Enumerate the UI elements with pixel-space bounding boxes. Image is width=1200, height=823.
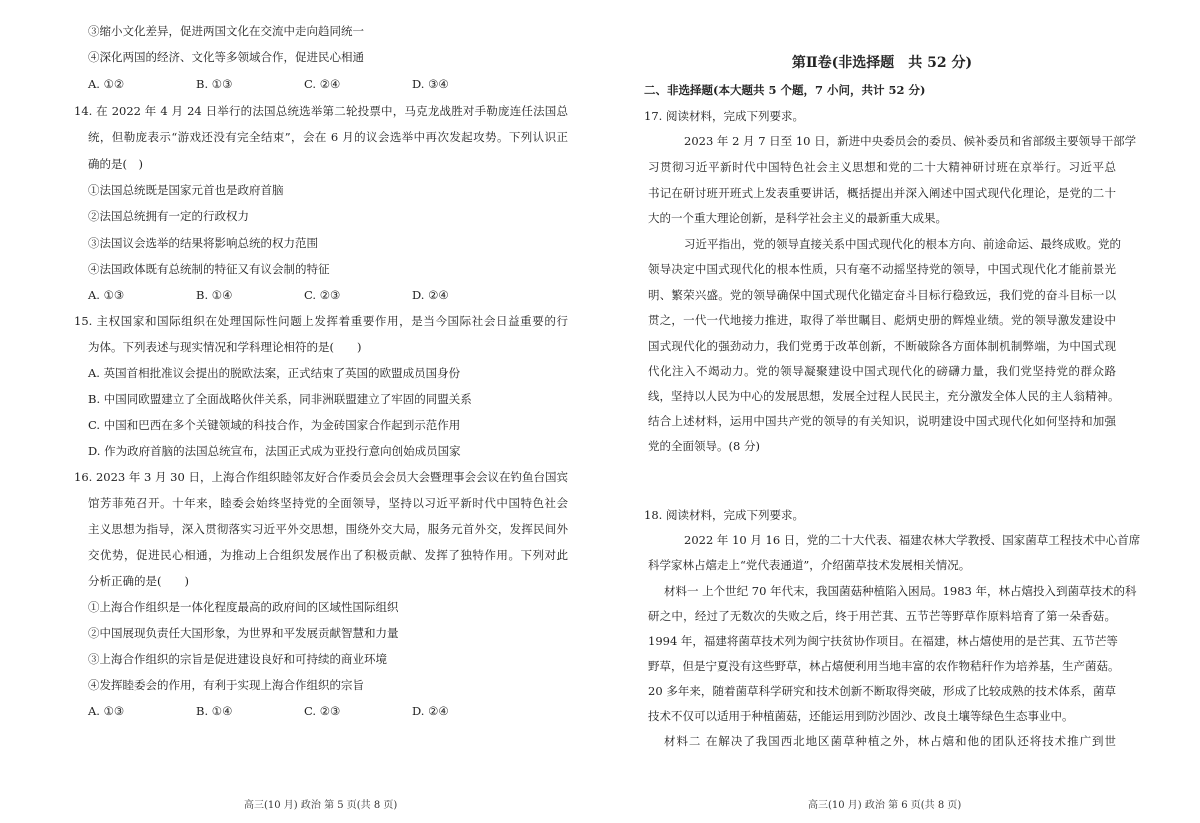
- q18-material1-line-2: 研之中，经过了无数次的失败之后，终于用芒萁、五节芒等野草作原料培育了第一朵香菇。: [648, 609, 1116, 623]
- q13-item-4: ④深化两国的经济、文化等多领域合作，促进民心相通: [88, 50, 364, 64]
- q14-choices: [88, 288, 568, 302]
- q17-para2-line-2: 领导决定中国式现代化的根本性质，只有毫不动摇坚持党的领导，中国式现代化才能前景光: [648, 262, 1116, 276]
- q17-para1-line-4: 大的一个重大理论创新，是科学社会主义的最新重大成果。: [648, 211, 947, 225]
- q14-stem-line-1: 14. 在 2022 年 4 月 24 日举行的法国总统选举第二轮投票中，马克龙战胜对手勒庞连任法国总: [74, 104, 568, 118]
- q16-choice-d: D. ②④: [412, 704, 449, 718]
- q16-item-3: ③上海合作组织的宗旨是促进建设良好和可持续的商业环境: [88, 652, 387, 666]
- q16-stem-line-1: 16. 2023 年 3 月 30 日，上海合作组织睦邻友好合作委员会会员大会暨理事会会议在钓鱼台国宾: [74, 470, 568, 484]
- q14-choice-a: A. ①③: [88, 288, 125, 302]
- q17-para2-line-5: 国式现代化的强劲动力，我们党勇于改革创新，不断破除各方面体制机制弊端，为中国式现: [648, 339, 1116, 353]
- q15-stem-line-1: 15. 主权国家和国际组织在处理国际性问题上发挥着重要作用，是当今国际社会日益重要的行: [74, 314, 568, 328]
- q16-stem-line-2: 馆芳菲苑召开。十年来，睦委会始终坚持党的全面领导，坚持以习近平新时代中国特色社会: [88, 496, 568, 510]
- q16-stem-line-4: 交优势，促进民心相通，为推动上合组织发展作出了积极贡献、发挥了独特作用。下列对此: [88, 548, 568, 562]
- q14-item-1: ①法国总统既是国家元首也是政府首脑: [88, 183, 284, 197]
- q14-stem-line-3: 确的是( ): [88, 157, 143, 171]
- q14-item-3: ③法国议会选举的结果将影响总统的权力范围: [88, 236, 318, 250]
- q18-material1-line-6: 技术不仅可以适用于种植菌菇，还能运用到防沙固沙、改良土壤等绿色生态事业中。: [648, 709, 1074, 723]
- q18-material1-line-3: 1994 年，福建将菌草技术列为闽宁扶贫协作项目。在福建，林占熺使用的是芒萁、五节芒等: [648, 634, 1118, 648]
- q13-choice-d: D. ③④: [412, 77, 449, 91]
- q16-choices: [88, 704, 568, 718]
- q18-head: 18. 阅读材料，完成下列要求。: [644, 508, 804, 522]
- q14-choice-b: B. ①④: [196, 288, 233, 302]
- q14-item-4: ④法国政体既有总统制的特征又有议会制的特征: [88, 262, 330, 276]
- q14-choice-c: C. ②③: [304, 288, 341, 302]
- left-page-footer: 高三(10 月) 政治 第 5 页(共 8 页): [244, 800, 398, 811]
- q13-choice-a: A. ①②: [88, 77, 125, 91]
- q18-material1-line-5: 20 多年来，随着菌草科学研究和技术创新不断取得突破，形成了比较成熟的技术体系，菌草: [648, 684, 1116, 698]
- q15-option-a: A. 英国首相批准议会提出的脱欧法案，正式结束了英国的欧盟成员国身份: [88, 366, 461, 380]
- q15-option-b: B. 中国同欧盟建立了全面战略伙伴关系，同非洲联盟建立了牢固的同盟关系: [88, 392, 472, 406]
- q18-material1-line-1: 材料一 上个世纪 70 年代末，我国菌菇种植陷入困局。1983 年，林占熺投入到菌草技术的科: [664, 584, 1137, 598]
- q13-choices: [88, 77, 568, 91]
- q16-choice-a: A. ①③: [88, 704, 125, 718]
- q17-head: 17. 阅读材料，完成下列要求。: [644, 109, 804, 123]
- q17-para2-line-1: 习近平指出，党的领导直接关系中国式现代化的根本方向、前途命运、最终成败。党的: [684, 237, 1121, 251]
- right-page-footer: 高三(10 月) 政治 第 6 页(共 8 页): [808, 800, 962, 811]
- q16-choice-b: B. ①④: [196, 704, 233, 718]
- q18-intro-line-1: 2022 年 10 月 16 日，党的二十大代表、福建农林大学教授、国家菌草工程技术中心首席: [684, 533, 1141, 547]
- q17-para2-line-4: 贯之，一代一代地接力推进，取得了举世瞩目、彪炳史册的辉煌业绩。党的领导激发建设中: [648, 313, 1116, 327]
- q17-question-line-1: 结合上述材料，运用中国共产党的领导的有关知识，说明建设中国式现代化如何坚持和加强: [648, 414, 1116, 428]
- q17-question-line-2: 党的全面领导。(8 分): [648, 439, 760, 453]
- q16-item-4: ④发挥睦委会的作用，有利于实现上海合作组织的宗旨: [88, 678, 364, 692]
- q13-choice-c: C. ②④: [304, 77, 341, 91]
- q13-choice-b: B. ①③: [196, 77, 233, 91]
- q16-item-1: ①上海合作组织是一体化程度最高的政府间的区域性国际组织: [88, 600, 399, 614]
- section-heading: 二、非选择题(本大题共 5 个题，7 小问，共计 52 分): [644, 83, 926, 97]
- q16-stem-line-3: 主义思想为指导，深入贯彻落实习近平外交思想，围绕外交大局，服务元首外交，发挥民间外: [88, 522, 568, 536]
- q14-stem-line-2: 统，但勒庞表示“游戏还没有完全结束”，会在 6 月的议会选举中再次发起攻势。下列认识正: [88, 130, 568, 144]
- q17-para1-line-1: 2023 年 2 月 7 日至 10 日，新进中央委员会的委员、候补委员和省部级主要领导干部学: [684, 134, 1137, 148]
- q15-option-d: D. 作为政府首脑的法国总统宣布，法国正式成为亚投行意向创始成员国家: [88, 444, 461, 458]
- q16-choice-c: C. ②③: [304, 704, 341, 718]
- q16-item-2: ②中国展现负责任大国形象，为世界和平发展贡献智慧和力量: [88, 626, 399, 640]
- q17-para2-line-7: 线，坚持以人民为中心的发展思想，发展全过程人民民主，充分激发全体人民的主人翁精神。: [648, 389, 1120, 403]
- q17-para2-line-3: 明、繁荣兴盛。党的领导确保中国式现代化锚定奋斗目标行稳致远，我们党的奋斗目标一以: [648, 288, 1116, 302]
- q18-material1-line-4: 野草，但是宁夏没有这些野草，林占熺便利用当地丰富的农作物秸秆作为培养基，生产菌菇。: [648, 659, 1120, 673]
- q18-intro-line-2: 科学家林占熺走上“党代表通道”，介绍菌草技术发展相关情况。: [648, 558, 971, 572]
- q15-option-c: C. 中国和巴西在多个关键领域的科技合作，为金砖国家合作起到示范作用: [88, 418, 461, 432]
- q14-choice-d: D. ②④: [412, 288, 449, 302]
- q17-para1-line-2: 习贯彻习近平新时代中国特色社会主义思想和党的二十大精神研讨班在京举行。习近平总: [648, 160, 1116, 174]
- q16-stem-line-5: 分析正确的是( ): [88, 574, 189, 588]
- q14-item-2: ②法国总统拥有一定的行政权力: [88, 209, 249, 223]
- q15-stem-line-2: 为体。下列表述与现实情况和学科理论相符的是( ): [88, 340, 362, 354]
- q18-material2-line-1: 材料二 在解决了我国西北地区菌草种植之外，林占熺和他的团队还将技术推广到世: [664, 734, 1116, 748]
- section-title: 第Ⅱ卷(非选择题 共 52 分): [791, 55, 973, 71]
- q17-para2-line-6: 代化注入不竭动力。党的领导凝聚建设中国式现代化的磅礴力量，我们党坚持党的群众路: [648, 364, 1116, 378]
- q17-para1-line-3: 书记在研讨班开班式上发表重要讲话，概括提出并深入阐述中国式现代化理论，是党的二十: [648, 186, 1116, 200]
- q13-item-3: ③缩小文化差异，促进两国文化在交流中走向趋同统一: [88, 24, 364, 38]
